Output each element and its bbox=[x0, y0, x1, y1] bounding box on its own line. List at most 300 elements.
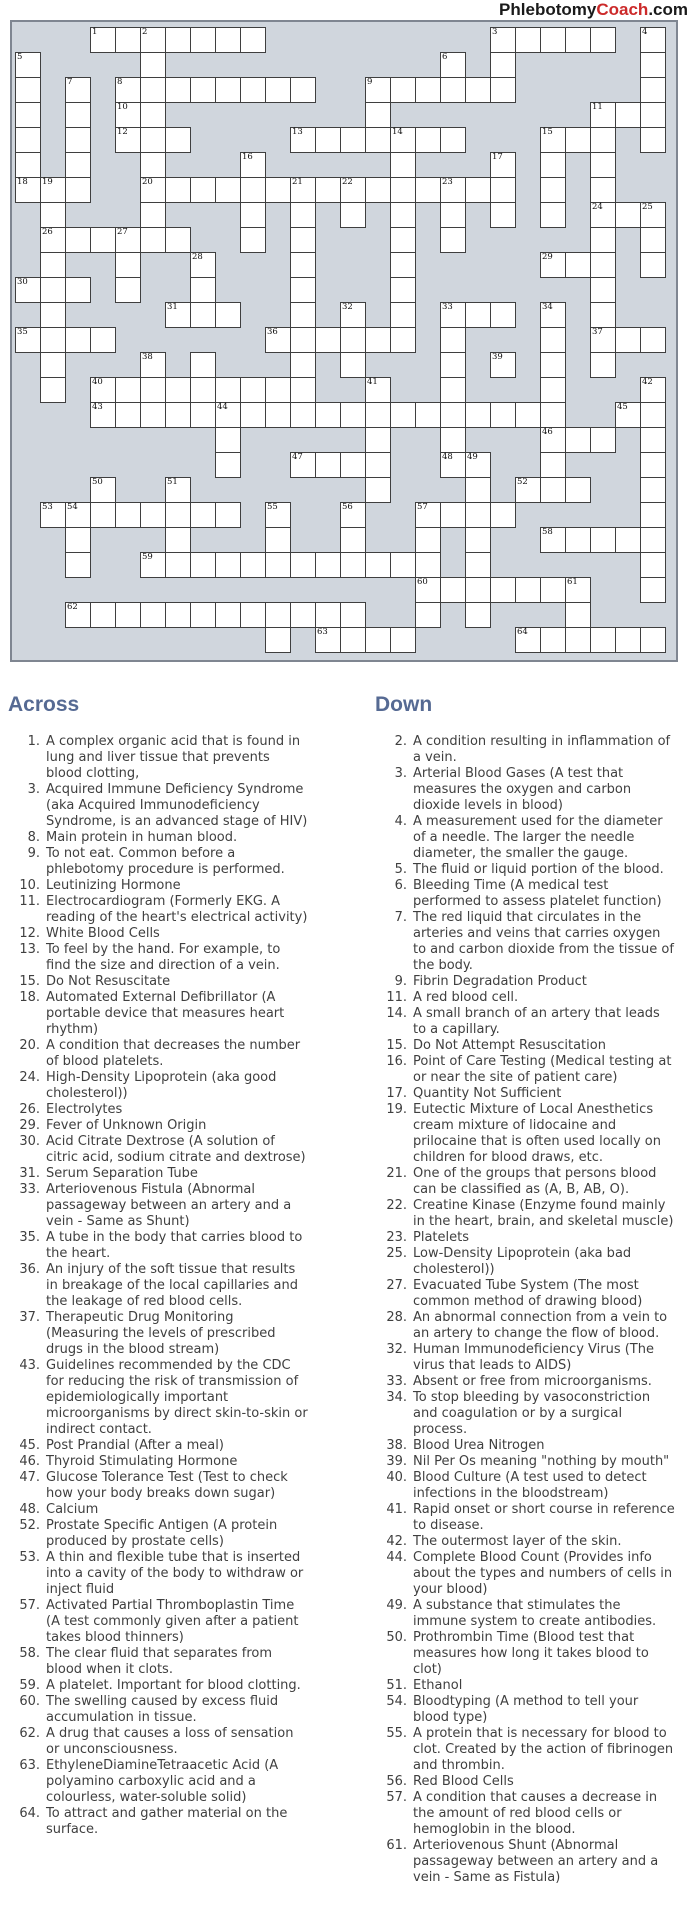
grid-cell[interactable] bbox=[365, 377, 391, 403]
grid-cell[interactable] bbox=[340, 327, 366, 353]
grid-cell[interactable] bbox=[140, 552, 166, 578]
grid-cell[interactable] bbox=[390, 402, 416, 428]
grid-cell[interactable] bbox=[615, 627, 641, 653]
grid-cell[interactable] bbox=[490, 52, 516, 78]
grid-cell[interactable] bbox=[15, 127, 41, 153]
grid-cell[interactable] bbox=[315, 127, 341, 153]
grid-cell[interactable] bbox=[190, 352, 216, 378]
grid-cell[interactable] bbox=[115, 402, 141, 428]
grid-cell[interactable] bbox=[115, 27, 141, 53]
grid-cell[interactable] bbox=[165, 527, 191, 553]
grid-cell[interactable] bbox=[165, 27, 191, 53]
grid-cell[interactable] bbox=[340, 527, 366, 553]
grid-cell[interactable] bbox=[415, 552, 441, 578]
grid-cell[interactable] bbox=[490, 402, 516, 428]
grid-cell[interactable] bbox=[540, 477, 566, 503]
grid-cell[interactable] bbox=[590, 302, 616, 328]
grid-cell[interactable] bbox=[465, 527, 491, 553]
grid-cell[interactable] bbox=[540, 527, 566, 553]
grid-cell[interactable] bbox=[590, 127, 616, 153]
grid-cell[interactable] bbox=[515, 477, 541, 503]
grid-cell[interactable] bbox=[65, 77, 91, 103]
grid-cell[interactable] bbox=[265, 552, 291, 578]
grid-cell[interactable] bbox=[640, 327, 666, 353]
grid-cell[interactable] bbox=[190, 252, 216, 278]
grid-cell[interactable] bbox=[290, 127, 316, 153]
grid-cell[interactable] bbox=[440, 377, 466, 403]
grid-cell[interactable] bbox=[165, 127, 191, 153]
grid-cell[interactable] bbox=[265, 627, 291, 653]
grid-cell[interactable] bbox=[290, 402, 316, 428]
grid-cell[interactable] bbox=[115, 502, 141, 528]
grid-cell[interactable] bbox=[415, 527, 441, 553]
grid-cell[interactable] bbox=[365, 627, 391, 653]
grid-cell[interactable] bbox=[590, 352, 616, 378]
grid-cell[interactable] bbox=[265, 177, 291, 203]
grid-cell[interactable] bbox=[240, 77, 266, 103]
grid-cell[interactable] bbox=[540, 177, 566, 203]
grid-cell[interactable] bbox=[590, 27, 616, 53]
grid-cell[interactable] bbox=[215, 427, 241, 453]
grid-cell[interactable] bbox=[290, 552, 316, 578]
grid-cell[interactable] bbox=[590, 177, 616, 203]
grid-cell[interactable] bbox=[190, 552, 216, 578]
grid-cell[interactable] bbox=[115, 227, 141, 253]
grid-cell[interactable] bbox=[640, 452, 666, 478]
grid-cell[interactable] bbox=[240, 552, 266, 578]
grid-cell[interactable] bbox=[165, 502, 191, 528]
grid-cell[interactable] bbox=[240, 152, 266, 178]
grid-cell[interactable] bbox=[465, 77, 491, 103]
grid-cell[interactable] bbox=[140, 152, 166, 178]
clue-text: One of the groups that persons blood can be classified as (A, B, AB, O). bbox=[413, 1166, 657, 1197]
grid-cell[interactable] bbox=[340, 202, 366, 228]
grid-cell[interactable] bbox=[565, 252, 591, 278]
grid-cell[interactable] bbox=[65, 277, 91, 303]
grid-cell[interactable] bbox=[565, 627, 591, 653]
grid-cell[interactable] bbox=[640, 502, 666, 528]
grid-cell[interactable] bbox=[490, 502, 516, 528]
grid-cell[interactable] bbox=[315, 327, 341, 353]
grid-cell[interactable] bbox=[315, 177, 341, 203]
grid-cell[interactable] bbox=[65, 327, 91, 353]
grid-cell[interactable] bbox=[315, 552, 341, 578]
grid-cell[interactable] bbox=[190, 402, 216, 428]
grid-cell[interactable] bbox=[340, 627, 366, 653]
grid-cell[interactable] bbox=[515, 577, 541, 603]
grid-cell[interactable] bbox=[65, 552, 91, 578]
grid-cell[interactable] bbox=[115, 102, 141, 128]
grid-cell[interactable] bbox=[440, 577, 466, 603]
grid-cell[interactable] bbox=[640, 377, 666, 403]
grid-cell[interactable] bbox=[90, 27, 116, 53]
grid-cell[interactable] bbox=[515, 402, 541, 428]
grid-cell[interactable] bbox=[440, 52, 466, 78]
grid-cell[interactable] bbox=[490, 77, 516, 103]
grid-cell[interactable] bbox=[90, 327, 116, 353]
grid-cell[interactable] bbox=[490, 352, 516, 378]
grid-cell[interactable] bbox=[340, 127, 366, 153]
grid-cell[interactable] bbox=[440, 202, 466, 228]
grid-cell[interactable] bbox=[265, 327, 291, 353]
grid-cell[interactable] bbox=[165, 377, 191, 403]
grid-cell[interactable] bbox=[165, 302, 191, 328]
grid-cell[interactable] bbox=[90, 502, 116, 528]
grid-cell[interactable] bbox=[590, 427, 616, 453]
grid-cell[interactable] bbox=[640, 627, 666, 653]
grid-cell[interactable] bbox=[40, 352, 66, 378]
grid-cell[interactable] bbox=[440, 177, 466, 203]
grid-cell[interactable] bbox=[540, 302, 566, 328]
grid-cell[interactable] bbox=[190, 602, 216, 628]
grid-cell[interactable] bbox=[590, 152, 616, 178]
grid-cell[interactable] bbox=[540, 452, 566, 478]
grid-cell[interactable] bbox=[165, 227, 191, 253]
grid-cell[interactable] bbox=[65, 602, 91, 628]
grid-cell[interactable] bbox=[140, 77, 166, 103]
grid-cell[interactable] bbox=[465, 477, 491, 503]
grid-cell[interactable] bbox=[115, 377, 141, 403]
grid-cell[interactable] bbox=[40, 177, 66, 203]
grid-cell[interactable] bbox=[65, 177, 91, 203]
grid-cell[interactable] bbox=[440, 327, 466, 353]
grid-cell[interactable] bbox=[190, 277, 216, 303]
grid-cell[interactable] bbox=[490, 177, 516, 203]
grid-cell[interactable] bbox=[365, 477, 391, 503]
grid-cell[interactable] bbox=[365, 127, 391, 153]
grid-cell[interactable] bbox=[290, 452, 316, 478]
grid-cell[interactable] bbox=[265, 402, 291, 428]
grid-cell[interactable] bbox=[440, 352, 466, 378]
grid-cell[interactable] bbox=[265, 527, 291, 553]
grid-cell[interactable] bbox=[140, 127, 166, 153]
grid-cell[interactable] bbox=[290, 177, 316, 203]
grid-cell[interactable] bbox=[465, 302, 491, 328]
grid-cell[interactable] bbox=[240, 177, 266, 203]
grid-cell[interactable] bbox=[140, 602, 166, 628]
grid-cell[interactable] bbox=[640, 202, 666, 228]
grid-cell[interactable] bbox=[415, 502, 441, 528]
grid-cell[interactable] bbox=[65, 127, 91, 153]
grid-cell[interactable] bbox=[490, 302, 516, 328]
grid-cell[interactable] bbox=[540, 402, 566, 428]
grid-cell[interactable] bbox=[415, 602, 441, 628]
grid-cell[interactable] bbox=[590, 102, 616, 128]
grid-cell[interactable] bbox=[40, 252, 66, 278]
grid-cell[interactable] bbox=[440, 427, 466, 453]
grid-cell[interactable] bbox=[265, 502, 291, 528]
grid-cell[interactable] bbox=[40, 327, 66, 353]
grid-cell[interactable] bbox=[15, 77, 41, 103]
grid-cell[interactable] bbox=[340, 452, 366, 478]
grid-cell[interactable] bbox=[290, 202, 316, 228]
crossword-grid[interactable] bbox=[10, 20, 678, 662]
grid-cell[interactable] bbox=[165, 552, 191, 578]
grid-cell[interactable] bbox=[115, 77, 141, 103]
grid-cell[interactable] bbox=[565, 427, 591, 453]
grid-cell[interactable] bbox=[315, 627, 341, 653]
grid-cell[interactable] bbox=[540, 152, 566, 178]
grid-cell[interactable] bbox=[240, 27, 266, 53]
grid-cell[interactable] bbox=[615, 527, 641, 553]
grid-cell[interactable] bbox=[565, 127, 591, 153]
grid-cell[interactable] bbox=[15, 177, 41, 203]
grid-cell[interactable] bbox=[140, 377, 166, 403]
grid-cell[interactable] bbox=[490, 152, 516, 178]
grid-cell[interactable] bbox=[490, 202, 516, 228]
grid-cell[interactable] bbox=[490, 577, 516, 603]
grid-cell[interactable] bbox=[65, 502, 91, 528]
grid-cell[interactable] bbox=[390, 202, 416, 228]
grid-cell[interactable] bbox=[390, 127, 416, 153]
grid-cell[interactable] bbox=[90, 402, 116, 428]
grid-cell[interactable] bbox=[90, 602, 116, 628]
grid-cell[interactable] bbox=[615, 402, 641, 428]
grid-cell[interactable] bbox=[440, 227, 466, 253]
grid-cell[interactable] bbox=[440, 127, 466, 153]
grid-cell[interactable] bbox=[315, 602, 341, 628]
grid-cell[interactable] bbox=[90, 477, 116, 503]
grid-cell[interactable] bbox=[640, 427, 666, 453]
grid-cell[interactable] bbox=[640, 127, 666, 153]
grid-cell[interactable] bbox=[340, 177, 366, 203]
grid-cell[interactable] bbox=[65, 152, 91, 178]
grid-cell[interactable] bbox=[140, 402, 166, 428]
grid-cell[interactable] bbox=[265, 77, 291, 103]
grid-cell[interactable] bbox=[215, 302, 241, 328]
grid-cell[interactable] bbox=[365, 177, 391, 203]
grid-cell[interactable] bbox=[465, 552, 491, 578]
grid-cell[interactable] bbox=[290, 352, 316, 378]
grid-cell[interactable] bbox=[640, 402, 666, 428]
grid-cell[interactable] bbox=[290, 277, 316, 303]
grid-cell[interactable] bbox=[65, 227, 91, 253]
grid-cell[interactable] bbox=[590, 202, 616, 228]
grid-cell[interactable] bbox=[540, 27, 566, 53]
grid-cell[interactable] bbox=[190, 302, 216, 328]
grid-cell[interactable] bbox=[340, 552, 366, 578]
grid-cell[interactable] bbox=[190, 177, 216, 203]
grid-cell[interactable] bbox=[390, 152, 416, 178]
grid-cell[interactable] bbox=[190, 27, 216, 53]
grid-cell[interactable] bbox=[440, 77, 466, 103]
grid-cell[interactable] bbox=[140, 202, 166, 228]
grid-cell[interactable] bbox=[265, 377, 291, 403]
grid-cell[interactable] bbox=[640, 252, 666, 278]
grid-cell[interactable] bbox=[640, 227, 666, 253]
grid-cell[interactable] bbox=[140, 27, 166, 53]
grid-cell[interactable] bbox=[140, 352, 166, 378]
grid-cell[interactable] bbox=[290, 602, 316, 628]
grid-cell[interactable] bbox=[440, 452, 466, 478]
grid-cell[interactable] bbox=[190, 377, 216, 403]
grid-cell[interactable] bbox=[90, 227, 116, 253]
grid-cell[interactable] bbox=[15, 52, 41, 78]
grid-cell[interactable] bbox=[365, 402, 391, 428]
grid-cell[interactable] bbox=[565, 27, 591, 53]
grid-cell[interactable] bbox=[390, 327, 416, 353]
grid-cell[interactable] bbox=[440, 402, 466, 428]
grid-cell[interactable] bbox=[290, 377, 316, 403]
grid-cell[interactable] bbox=[390, 227, 416, 253]
grid-cell[interactable] bbox=[115, 252, 141, 278]
grid-cell[interactable] bbox=[215, 402, 241, 428]
grid-cell[interactable] bbox=[540, 377, 566, 403]
grid-cell[interactable] bbox=[340, 502, 366, 528]
grid-cell[interactable] bbox=[640, 27, 666, 53]
grid-cell[interactable] bbox=[65, 102, 91, 128]
grid-cell[interactable] bbox=[240, 377, 266, 403]
grid-cell[interactable] bbox=[640, 52, 666, 78]
grid-cell[interactable] bbox=[365, 77, 391, 103]
grid-cell[interactable] bbox=[615, 102, 641, 128]
grid-cell[interactable] bbox=[465, 177, 491, 203]
grid-cell[interactable] bbox=[40, 502, 66, 528]
grid-cell[interactable] bbox=[440, 302, 466, 328]
grid-cell[interactable] bbox=[115, 277, 141, 303]
grid-cell[interactable] bbox=[515, 627, 541, 653]
grid-cell[interactable] bbox=[415, 177, 441, 203]
grid-cell[interactable] bbox=[40, 377, 66, 403]
grid-cell[interactable] bbox=[540, 352, 566, 378]
grid-cell[interactable] bbox=[640, 477, 666, 503]
grid-cell[interactable] bbox=[540, 252, 566, 278]
grid-cell[interactable] bbox=[640, 77, 666, 103]
grid-cell[interactable] bbox=[290, 252, 316, 278]
grid-cell[interactable] bbox=[15, 102, 41, 128]
grid-cell[interactable] bbox=[190, 502, 216, 528]
grid-cell[interactable] bbox=[565, 527, 591, 553]
grid-cell[interactable] bbox=[215, 502, 241, 528]
grid-cell[interactable] bbox=[140, 177, 166, 203]
grid-cell[interactable] bbox=[590, 227, 616, 253]
grid-cell[interactable] bbox=[590, 252, 616, 278]
grid-cell[interactable] bbox=[540, 327, 566, 353]
grid-cell[interactable] bbox=[640, 577, 666, 603]
grid-cell[interactable] bbox=[140, 227, 166, 253]
grid-cell[interactable] bbox=[340, 602, 366, 628]
grid-cell[interactable] bbox=[465, 502, 491, 528]
grid-cell[interactable] bbox=[640, 102, 666, 128]
grid-cell[interactable] bbox=[565, 602, 591, 628]
grid-cell[interactable] bbox=[390, 302, 416, 328]
grid-cell[interactable] bbox=[115, 602, 141, 628]
grid-cell[interactable] bbox=[15, 277, 41, 303]
grid-cell[interactable] bbox=[215, 552, 241, 578]
grid-cell[interactable] bbox=[565, 477, 591, 503]
grid-cell[interactable] bbox=[340, 352, 366, 378]
grid-cell[interactable] bbox=[640, 552, 666, 578]
grid-cell[interactable] bbox=[290, 227, 316, 253]
grid-cell[interactable] bbox=[240, 202, 266, 228]
grid-cell[interactable] bbox=[590, 627, 616, 653]
grid-cell[interactable] bbox=[240, 227, 266, 253]
grid-cell[interactable] bbox=[415, 77, 441, 103]
grid-cell[interactable] bbox=[390, 177, 416, 203]
grid-cell[interactable] bbox=[240, 602, 266, 628]
grid-cell[interactable] bbox=[365, 552, 391, 578]
grid-cell[interactable] bbox=[565, 577, 591, 603]
grid-cell[interactable] bbox=[265, 602, 291, 628]
grid-cell[interactable] bbox=[165, 177, 191, 203]
grid-cell[interactable] bbox=[340, 402, 366, 428]
grid-cell[interactable] bbox=[115, 127, 141, 153]
grid-cell[interactable] bbox=[440, 502, 466, 528]
grid-cell[interactable] bbox=[315, 452, 341, 478]
grid-cell[interactable] bbox=[640, 527, 666, 553]
grid-cell[interactable] bbox=[590, 327, 616, 353]
grid-cell[interactable] bbox=[215, 177, 241, 203]
grid-cell[interactable] bbox=[140, 52, 166, 78]
grid-cell[interactable] bbox=[465, 602, 491, 628]
grid-cell[interactable] bbox=[165, 77, 191, 103]
grid-cell[interactable] bbox=[140, 102, 166, 128]
grid-cell[interactable] bbox=[340, 302, 366, 328]
grid-cell[interactable] bbox=[365, 427, 391, 453]
grid-cell[interactable] bbox=[365, 452, 391, 478]
grid-cell[interactable] bbox=[140, 502, 166, 528]
grid-cell[interactable] bbox=[515, 27, 541, 53]
grid-cell[interactable] bbox=[40, 277, 66, 303]
grid-cell[interactable] bbox=[490, 27, 516, 53]
grid-cell[interactable] bbox=[390, 77, 416, 103]
grid-cell[interactable] bbox=[415, 127, 441, 153]
grid-cell[interactable] bbox=[540, 427, 566, 453]
grid-cell[interactable] bbox=[240, 402, 266, 428]
grid-cell[interactable] bbox=[215, 377, 241, 403]
grid-cell[interactable] bbox=[540, 627, 566, 653]
grid-cell[interactable] bbox=[415, 402, 441, 428]
grid-cell[interactable] bbox=[540, 127, 566, 153]
grid-cell[interactable] bbox=[165, 402, 191, 428]
grid-cell[interactable] bbox=[365, 327, 391, 353]
grid-cell[interactable] bbox=[315, 402, 341, 428]
grid-cell[interactable] bbox=[615, 327, 641, 353]
grid-cell[interactable] bbox=[165, 602, 191, 628]
grid-cell[interactable] bbox=[90, 377, 116, 403]
grid-cell[interactable] bbox=[465, 402, 491, 428]
grid-cell[interactable] bbox=[190, 77, 216, 103]
grid-cell[interactable] bbox=[540, 202, 566, 228]
grid-cell[interactable] bbox=[15, 327, 41, 353]
grid-cell[interactable] bbox=[215, 27, 241, 53]
grid-cell[interactable] bbox=[65, 527, 91, 553]
grid-cell[interactable] bbox=[390, 552, 416, 578]
grid-cell[interactable] bbox=[390, 252, 416, 278]
grid-cell[interactable] bbox=[590, 527, 616, 553]
grid-cell[interactable] bbox=[465, 452, 491, 478]
grid-cell[interactable] bbox=[215, 77, 241, 103]
grid-cell[interactable] bbox=[290, 77, 316, 103]
grid-cell[interactable] bbox=[540, 577, 566, 603]
grid-cell[interactable] bbox=[290, 302, 316, 328]
grid-cell[interactable] bbox=[15, 152, 41, 178]
grid-cell[interactable] bbox=[415, 577, 441, 603]
grid-cell[interactable] bbox=[590, 277, 616, 303]
grid-cell[interactable] bbox=[365, 102, 391, 128]
grid-cell[interactable] bbox=[615, 202, 641, 228]
grid-cell[interactable] bbox=[165, 477, 191, 503]
grid-cell[interactable] bbox=[40, 227, 66, 253]
grid-cell[interactable] bbox=[465, 577, 491, 603]
grid-cell[interactable] bbox=[390, 627, 416, 653]
grid-cell[interactable] bbox=[215, 602, 241, 628]
grid-cell[interactable] bbox=[290, 327, 316, 353]
grid-cell[interactable] bbox=[40, 302, 66, 328]
grid-cell[interactable] bbox=[215, 452, 241, 478]
grid-cell[interactable] bbox=[40, 202, 66, 228]
grid-cell[interactable] bbox=[390, 277, 416, 303]
